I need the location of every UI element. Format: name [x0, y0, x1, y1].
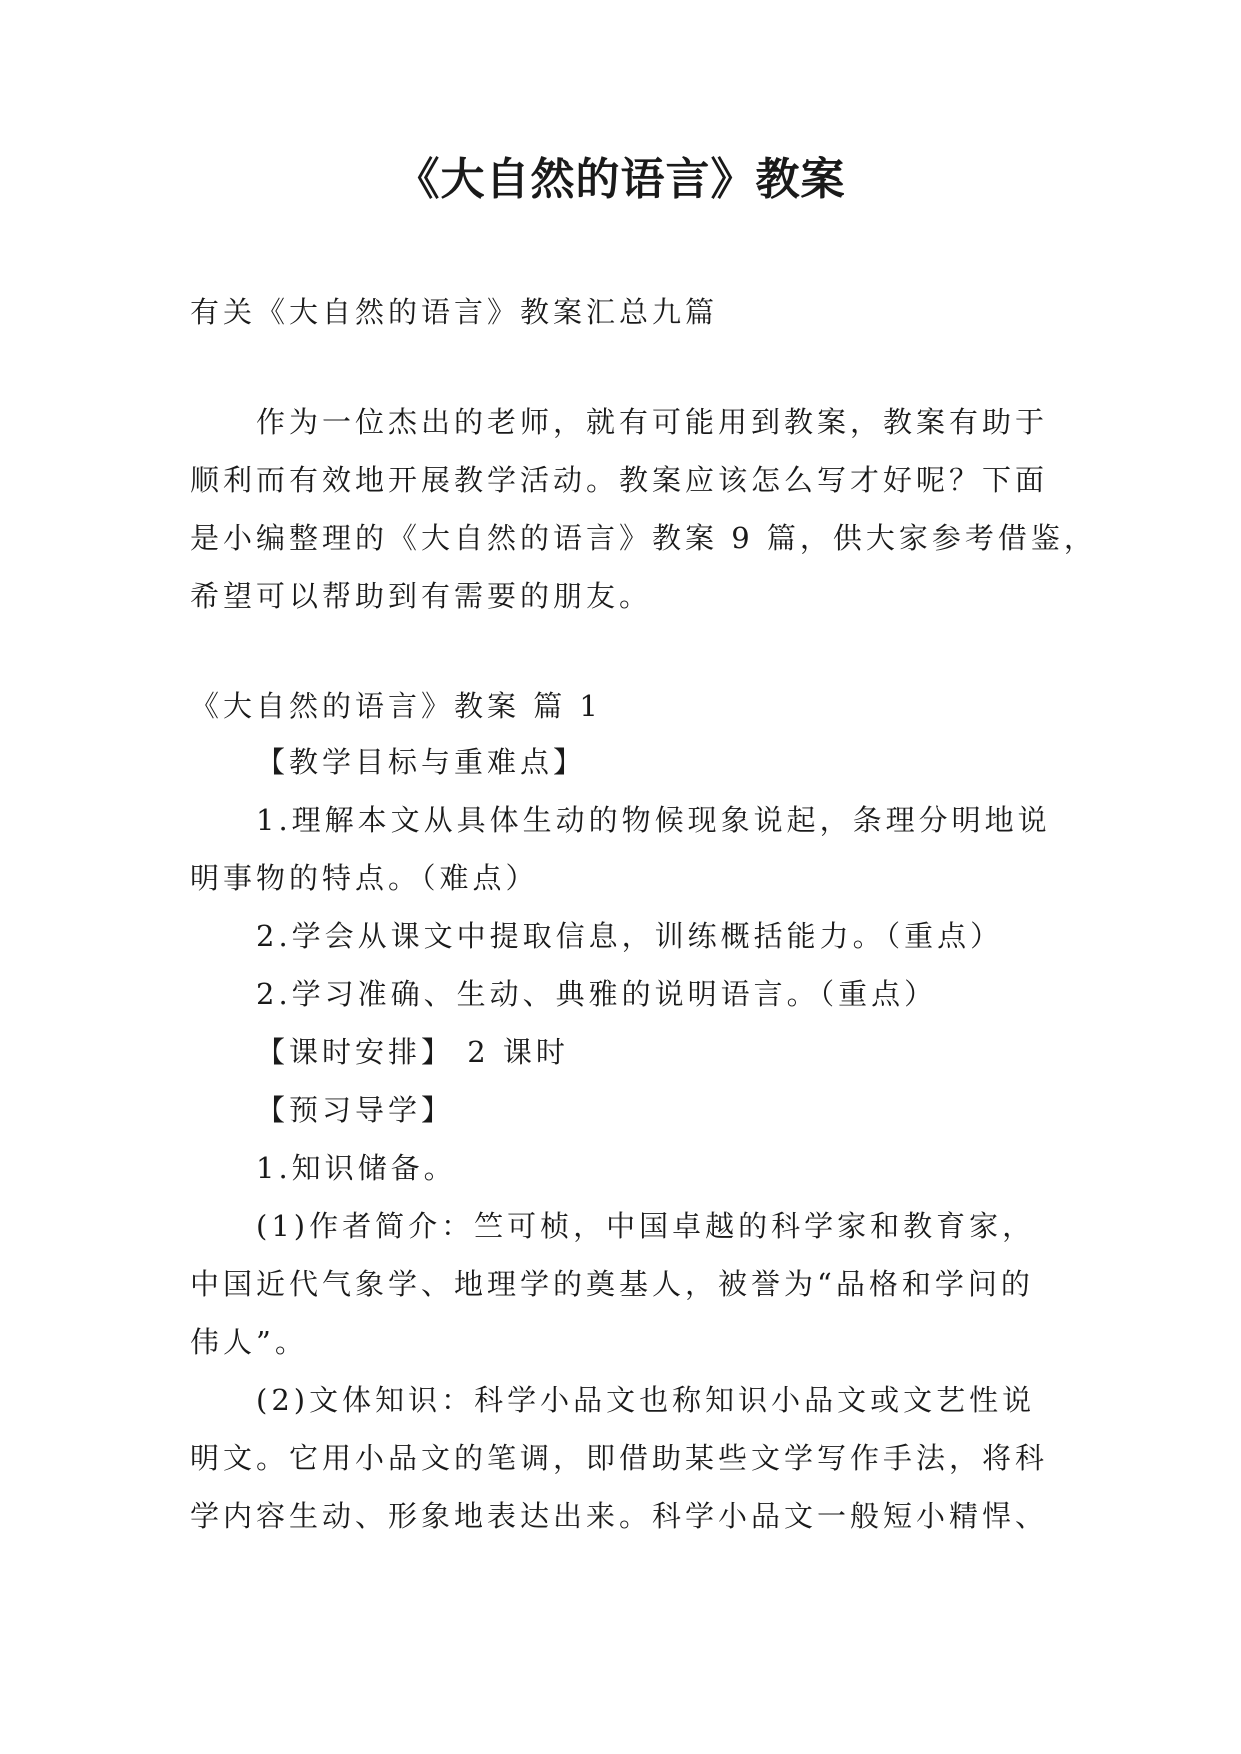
document-title: 《大自然的语言》教案	[395, 154, 846, 205]
genre-knowledge: (2)文体知识：科学小品文也称知识小品文或文艺性说	[256, 1383, 1036, 1417]
knowledge-item: 1.知识储备。	[256, 1151, 457, 1185]
intro-line: 顺利而有效地开展教学活动。教案应该怎么写才好呢？下面	[190, 463, 1049, 497]
goal-item: 1.理解本文从具体生动的物候现象说起，条理分明地说	[256, 803, 1051, 837]
goal-item: 2.学会从课文中提取信息，训练概括能力。（重点）	[256, 919, 1004, 953]
author-intro: 伟人”。	[190, 1325, 308, 1359]
genre-knowledge: 明文。它用小品文的笔调，即借助某些文学写作手法，将科	[190, 1441, 1049, 1475]
intro-line: 希望可以帮助到有需要的朋友。	[190, 579, 653, 613]
preview-heading: 【预习导学】	[256, 1093, 455, 1127]
author-intro: (1)作者简介：竺可桢，中国卓越的科学家和教育家，	[256, 1209, 1036, 1243]
intro-line: 作为一位杰出的老师，就有可能用到教案，教案有助于	[256, 405, 1049, 439]
goals-heading: 【教学目标与重难点】	[256, 745, 587, 779]
intro-line: 是小编整理的《大自然的语言》教案 9 篇，供大家参考借鉴，	[190, 521, 1097, 555]
author-intro: 中国近代气象学、地理学的奠基人，被誉为“品格和学问的	[190, 1267, 1034, 1301]
goal-item: 明事物的特点。（难点）	[190, 861, 539, 895]
schedule-line: 【课时安排】 2 课时	[256, 1035, 569, 1069]
section-heading: 《大自然的语言》教案 篇 1	[190, 689, 602, 723]
genre-knowledge: 学内容生动、形象地表达出来。科学小品文一般短小精悍、	[190, 1499, 1049, 1533]
goal-item: 2.学习准确、生动、典雅的说明语言。（重点）	[256, 977, 938, 1011]
subtitle: 有关《大自然的语言》教案汇总九篇	[190, 295, 719, 329]
